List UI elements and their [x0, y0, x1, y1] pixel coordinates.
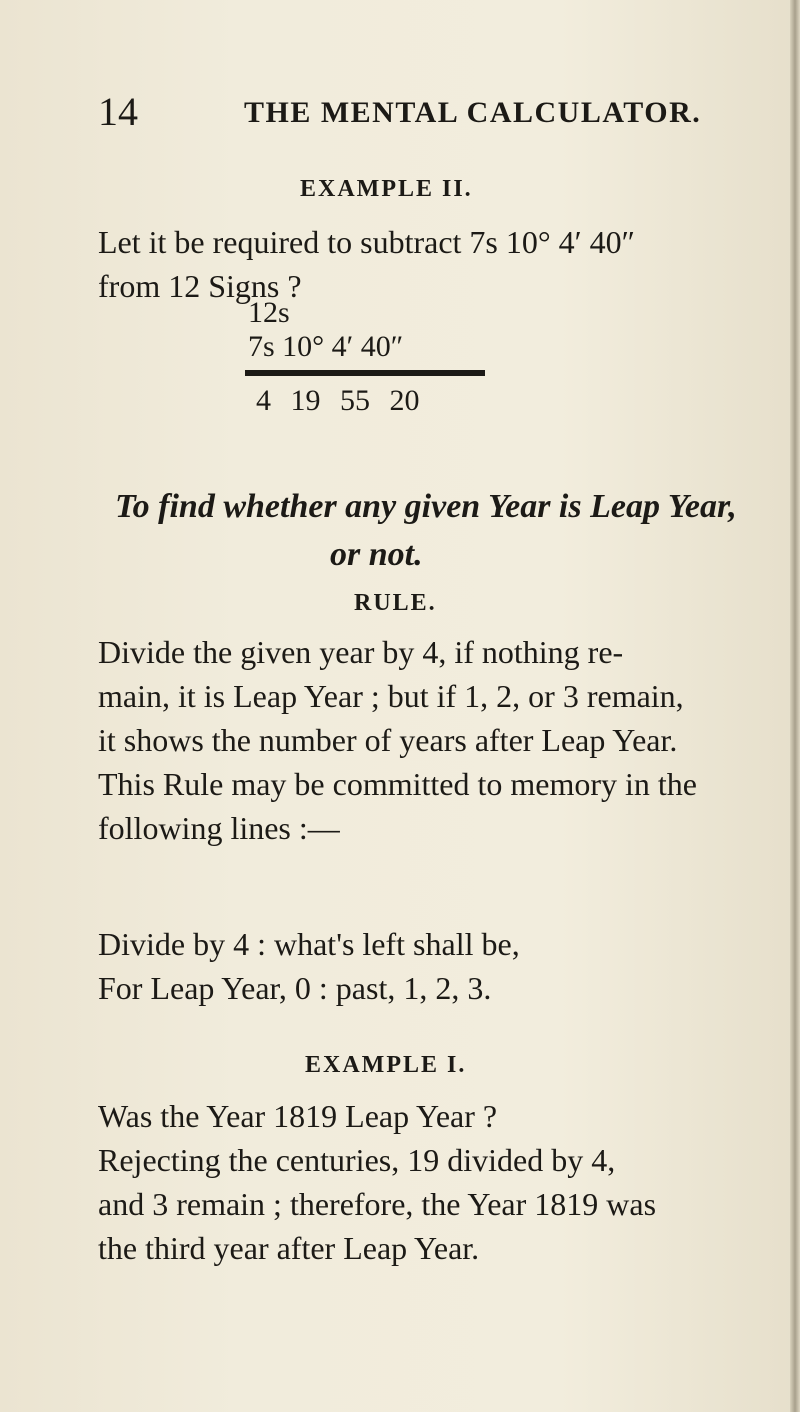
running-title: THE MENTAL CALCULATOR. — [244, 96, 702, 129]
calc-subtrahend: 7s 10° 4′ 40″ — [248, 330, 404, 363]
rule-line-3: it shows the number of years after Leap Year. — [98, 722, 678, 758]
page-number: 14 — [98, 89, 138, 134]
example-i-paragraph — [98, 1094, 788, 1270]
verse-line-2: For Leap Year, 0 : past, 1, 2, 3. — [98, 970, 492, 1006]
calc-minuend: 12s — [248, 296, 290, 329]
example-i-line-1: Was the Year 1819 Leap Year ? — [98, 1098, 498, 1134]
rule-line-5: following lines :— — [98, 810, 340, 846]
example-i-heading: EXAMPLE I. — [305, 1052, 467, 1078]
rule-line-2: main, it is Leap Year ; but if 1, 2, or 3 remain, — [98, 678, 684, 714]
page-edge — [790, 0, 800, 1412]
calc-result: 4 19 55 20 — [256, 384, 420, 417]
subtraction-rule-line — [245, 370, 485, 376]
example-ii-line-1: Let it be required to subtract 7s 10° 4′ 40″ — [98, 224, 635, 260]
rule-paragraph — [98, 630, 788, 850]
leap-year-title-line-2: or not. — [330, 536, 423, 573]
example-i-line-4: the third year after Leap Year. — [98, 1230, 480, 1266]
rule-heading: RULE. — [354, 590, 437, 616]
rule-line-1: Divide the given year by 4, if nothing re- — [98, 634, 624, 670]
leap-year-title-line-1: To find whether any given Year is Leap Year, — [115, 488, 737, 525]
example-ii-heading: EXAMPLE II. — [300, 176, 473, 202]
rule-line-4: This Rule may be committed to memory in the — [98, 766, 697, 802]
example-i-line-2: Rejecting the centuries, 19 divided by 4, — [98, 1142, 616, 1178]
example-ii-line-2: from 12 Signs ? — [98, 268, 302, 304]
example-i-line-3: and 3 remain ; therefore, the Year 1819 was — [98, 1186, 657, 1222]
verse-line-1: Divide by 4 : what's left shall be, — [98, 926, 520, 962]
